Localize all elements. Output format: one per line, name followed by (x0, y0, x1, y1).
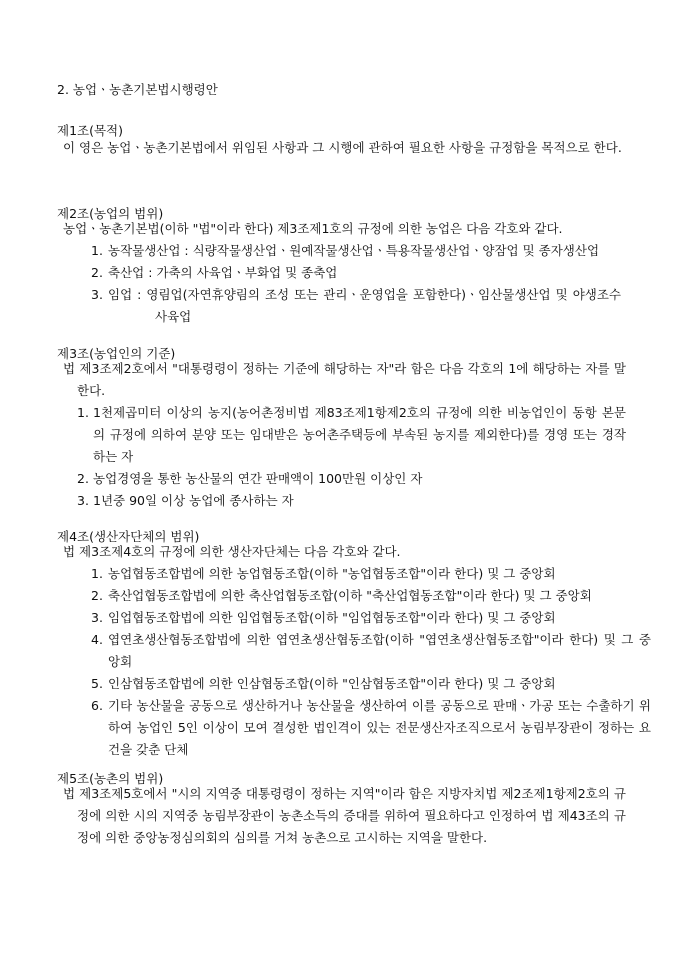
article-4-item-6 (91, 695, 651, 761)
item-text: 기타 농산물을 공동으로 생산하거나 농산물을 생산하여 이를 공동으로 판매ㆍ가공 또는 수출하기 위하여 농업인 5인 이상이 모여 결성한 법인격이 있는 전문생산자조직으로서 농림부장관이 정하는 요건을 갖춘 단체 (108, 698, 651, 757)
item-number: 3. (91, 287, 103, 302)
article-4-item-4 (91, 629, 651, 673)
article-2-body: 농업ㆍ농촌기본법(이하 "법"이라 한다) 제3조제1호의 규정에 의한 농업은 다음 각호와 같다. (63, 221, 563, 236)
article-3-item-2 (77, 468, 626, 490)
article-2-title: 제2조(농업의 범위) (57, 206, 164, 221)
item-number: 3. (77, 493, 89, 508)
item-number: 2. (77, 471, 89, 486)
article-5-title: 제5조(농촌의 범위) (57, 771, 164, 786)
article-2-item-3 (91, 284, 621, 328)
item-text: 임업협동조합법에 의한 임업협동조합(이하 "임업협동조합"이라 한다) 및 그 중앙회 (108, 610, 556, 625)
article-3-body: 법 제3조제2호에서 "대통령령이 정하는 기준에 해당하는 자"라 함은 다음 각호의 1에 해당하는 자를 말한다. (63, 361, 626, 398)
item-number: 3. (91, 610, 103, 625)
item-text: 1년중 90일 이상 농업에 종사하는 자 (93, 493, 294, 508)
article-3-item-3 (77, 490, 626, 512)
article-4-body: 법 제3조제4호의 규정에 의한 생산자단체는 다음 각호와 같다. (63, 544, 401, 559)
article-1-title: 제1조(목적) (57, 123, 124, 138)
item-text: 임업 : 영림업(자연휴양림의 조성 또는 관리ㆍ운영업을 포함한다)ㆍ임산물생산업 및 야생조수사육업 (108, 287, 621, 324)
item-text: 농업경영을 통한 농산물의 연간 판매액이 100만원 이상인 자 (93, 471, 423, 486)
item-number: 5. (91, 676, 103, 691)
item-number: 6. (91, 698, 103, 713)
article-3-item-1 (77, 402, 626, 468)
item-text: 축산업 : 가축의 사육업ㆍ부화업 및 종축업 (108, 265, 338, 280)
article-2-item-1 (91, 240, 631, 262)
article-4-item-2 (91, 585, 651, 607)
item-text: 1천제곱미터 이상의 농지(농어촌정비법 제83조제1항제2호의 규정에 의한 비농업인이 동항 본문의 규정에 의하여 분양 또는 임대받은 농어촌주택등에 부속된 농지를 제외한다)를 경영 또는 경작하는 자 (93, 405, 626, 464)
article-1-body: 이 영은 농업ㆍ농촌기본법에서 위임된 사항과 그 시행에 관하여 필요한 사항을 규정함을 목적으로 한다. (63, 140, 622, 155)
article-2-item-2 (91, 262, 631, 284)
item-text: 인삼협동조합법에 의한 인삼협동조합(이하 "인삼협동조합"이라 한다) 및 그 중앙회 (108, 676, 556, 691)
article-4-item-1 (91, 563, 651, 585)
item-text: 농업협동조합법에 의한 농업협동조합(이하 "농업협동조합"이라 한다) 및 그 중앙회 (108, 566, 556, 581)
item-text: 농작물생산업 : 식량작물생산업ㆍ원예작물생산업ㆍ특용작물생산업ㆍ양잠업 및 종자생산업 (108, 243, 600, 258)
article-4-item-5 (91, 673, 651, 695)
document-title: 2. 농업ㆍ농촌기본법시행령안 (57, 82, 218, 97)
item-number: 2. (91, 265, 103, 280)
item-text: 축산업협동조합법에 의한 축산업협동조합(이하 "축산업협동조합"이라 한다) 및 그 중앙회 (108, 588, 592, 603)
item-number: 1. (91, 566, 103, 581)
article-5-body: 법 제3조제5호에서 "시의 지역중 대통령령이 정하는 지역"이라 함은 지방자치법 제2조제1항제2호의 규정에 의한 시의 지역중 농림부장관이 농촌소득의 증대를 위하여 필요하다고 인정하여 법 제43조의 규정에 의한 중앙농정심의회의 심의를 거쳐 농촌으로 고시하는 지역을 말한다. (63, 786, 626, 845)
article-4-item-3 (91, 607, 651, 629)
item-text: 엽연초생산협동조합법에 의한 엽연초생산협동조합(이하 "엽연초생산협동조합"이라 한다) 및 그 중앙회 (108, 632, 651, 669)
article-4-title: 제4조(생산자단체의 범위) (57, 529, 200, 544)
item-number: 4. (91, 632, 103, 647)
item-number: 1. (77, 405, 89, 420)
item-number: 2. (91, 588, 103, 603)
item-number: 1. (91, 243, 103, 258)
article-3-title: 제3조(농업인의 기준) (57, 346, 176, 361)
